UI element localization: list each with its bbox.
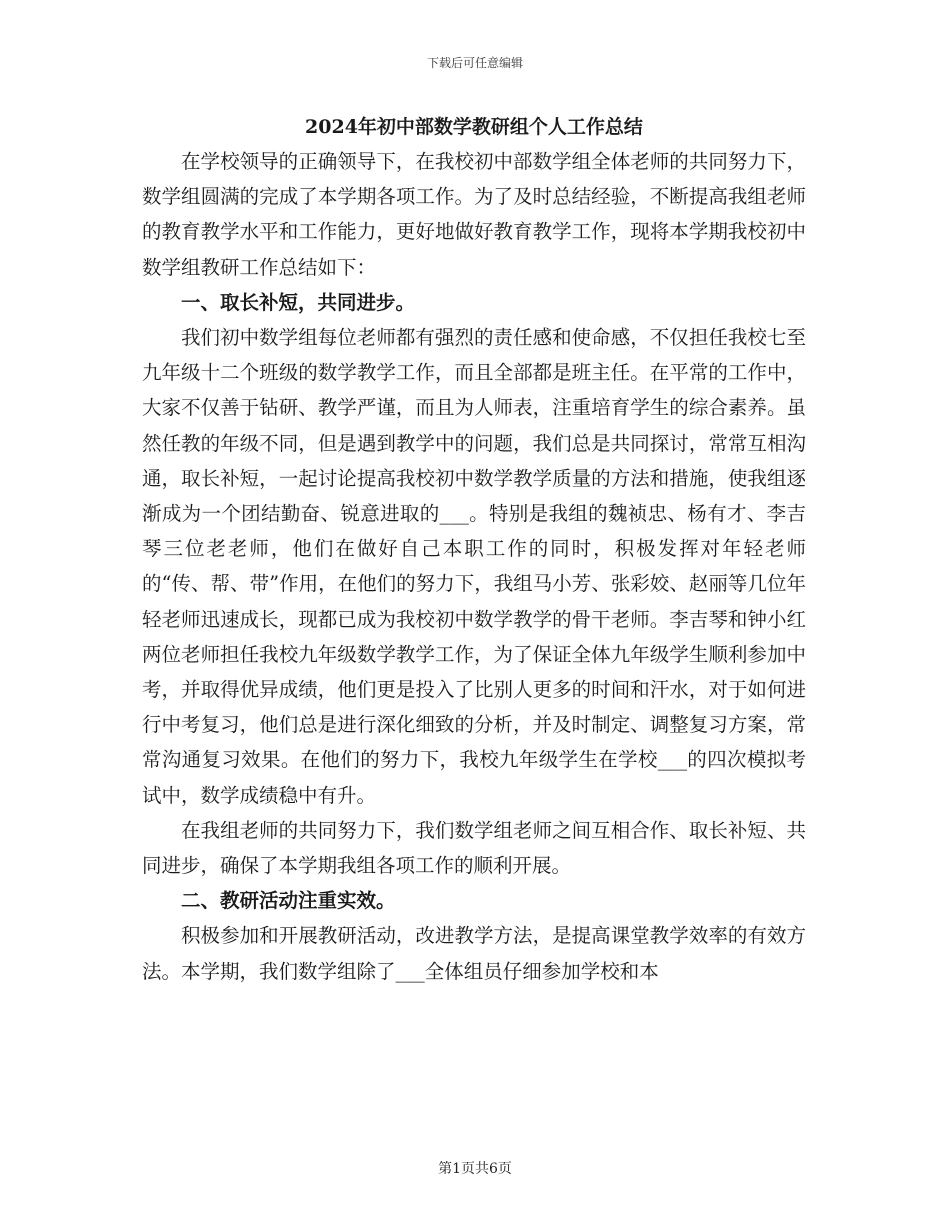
document-title: 2024年初中部数学教研组个人工作总结 — [305, 116, 643, 138]
section-1-paragraph-1: 我们初中数学组每位老师都有强烈的责任感和使命感，不仅担任我校七至九年级十二个班级的数学教学工作，而且全部都是班主任。在平常的工作中，大家不仅善于钻研、教学严谨，而且为人师表，注重培育学生的综合素养。虽然任教的年级不同，但是遇到教学中的问题，我们总是共同探讨，常常互相沟通，取长补短，一起讨论提高我校初中数学教学质量的方法和措施，使我组逐渐成为一个团结勤奋、锐意进取的___。特别是我组的魏祯忠、杨有才、李吉琴三位老老师，他们在做好自己本职工作的同时，积极发挥对年轻老师的“传、帮、带”作用，在他们的努力下，我组马小芳、张彩姣、赵丽等几位年轻老师迅速成长，现都已成为我校初中数学教学的骨干老师。李吉琴和钟小红两位老师担任我校九年级数学教学工作，为了保证全体九年级学生顺利参加中考，并取得优异成绩，他们更是投入了比别人更多的时间和汗水，对于如何进行中考复习，他们总是进行深化细致的分析，并及时制定、调整复习方案，常常沟通复习效果。在他们的努力下，我校九年级学生在学校___的四次模拟考试中，数学成绩稳中有升。 — [142, 326, 806, 807]
section-1-heading: 一、取长补短，共同进步。 — [181, 290, 416, 314]
header-note: 下载后可任意编辑 — [426, 56, 523, 70]
document-body — [142, 112, 806, 989]
page-footer: 第1页共6页 — [438, 1161, 512, 1177]
section-1-paragraph-2: 在我组老师的共同努力下，我们数学组老师之间互相合作、取长补短、共同进步，确保了本学期我组各项工作的顺利开展。 — [142, 818, 806, 878]
section-2-paragraph-1: 积极参加和开展教研活动，改进教学方法，是提高课堂教学效率的有效方法。本学期，我们数学组除了___全体组员仔细参加学校和本 — [142, 924, 806, 983]
intro-paragraph: 在学校领导的正确领导下，在我校初中部数学组全体老师的共同努力下，数学组圆满的完成了本学期各项工作。为了及时总结经验，不断提高我组老师的教育教学水平和工作能力，更好地做好教育教学工作，现将本学期我校初中数学组教研工作总结如下： — [142, 150, 806, 279]
section-2-heading: 二、教研活动注重实效。 — [181, 889, 396, 913]
